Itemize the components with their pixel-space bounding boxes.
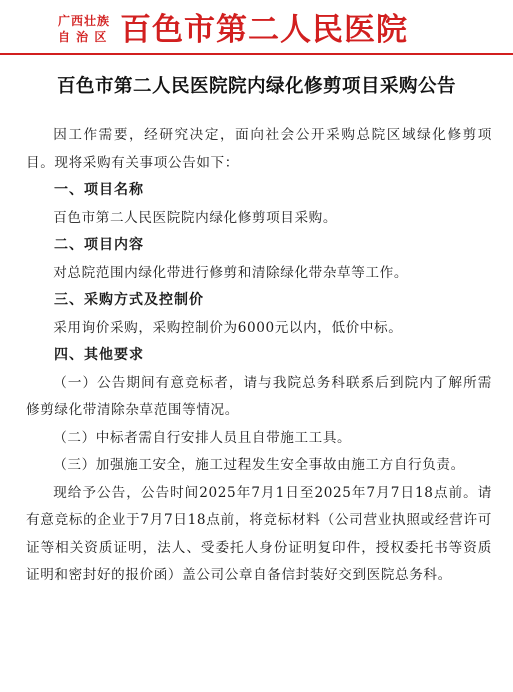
closing-paragraph: 现给予公告，公告时间2025年7月1日至2025年7月7日18点前。请有意竞标的企业于7月7日18点前，将竞标材料（公司营业执照或经营许可证等相关资质证明，法人、受委托人身份证明复印件，授权委托书等资质证明和密封好的报价函）盖公司公章自备信封装好交到医院总务科。 xyxy=(26,484,492,583)
section-heading-project-content: 二、项目内容 xyxy=(54,237,144,253)
section-heading-procurement-method: 三、采购方式及控制价 xyxy=(54,292,204,308)
section-heading-project-name: 一、项目名称 xyxy=(54,182,144,198)
section-body-project-content: 对总院范围内绿化带进行修剪和清除绿化带杂草等工作。 xyxy=(53,264,409,281)
section-body-project-name: 百色市第二人民医院院内绿化修剪项目采购。 xyxy=(53,209,338,226)
section-heading-other-requirements: 四、其他要求 xyxy=(54,347,144,363)
requirement-item: （三）加强施工安全，施工过程发生安全事故由施工方自行负责。 xyxy=(53,457,465,473)
hospital-name: 百色市第二人民医院 xyxy=(120,12,408,48)
letterhead-divider xyxy=(0,53,513,55)
section-body-procurement-method: 采用询价采购，采购控制价为6000元以内，低价中标。 xyxy=(53,319,403,336)
document-body xyxy=(26,122,492,590)
region-line-2: 自 治 区 xyxy=(58,30,108,44)
region-line-1: 广西壮族 xyxy=(58,14,111,28)
requirement-item: （一）公告期间有意竞标者，请与我院总务科联系后到院内了解所需修剪绿化带清除杂草范围等情况。 xyxy=(26,374,492,418)
letterhead xyxy=(0,0,513,68)
requirement-item: （二）中标者需自行安排人员且自带施工工具。 xyxy=(53,429,352,446)
intro-paragraph: 因工作需要，经研究决定，面向社会公开采购总院区域绿化修剪项目。现将采购有关事项公告如下： xyxy=(26,127,492,171)
document-title: 百色市第二人民医院院内绿化修剪项目采购公告 xyxy=(56,76,456,97)
